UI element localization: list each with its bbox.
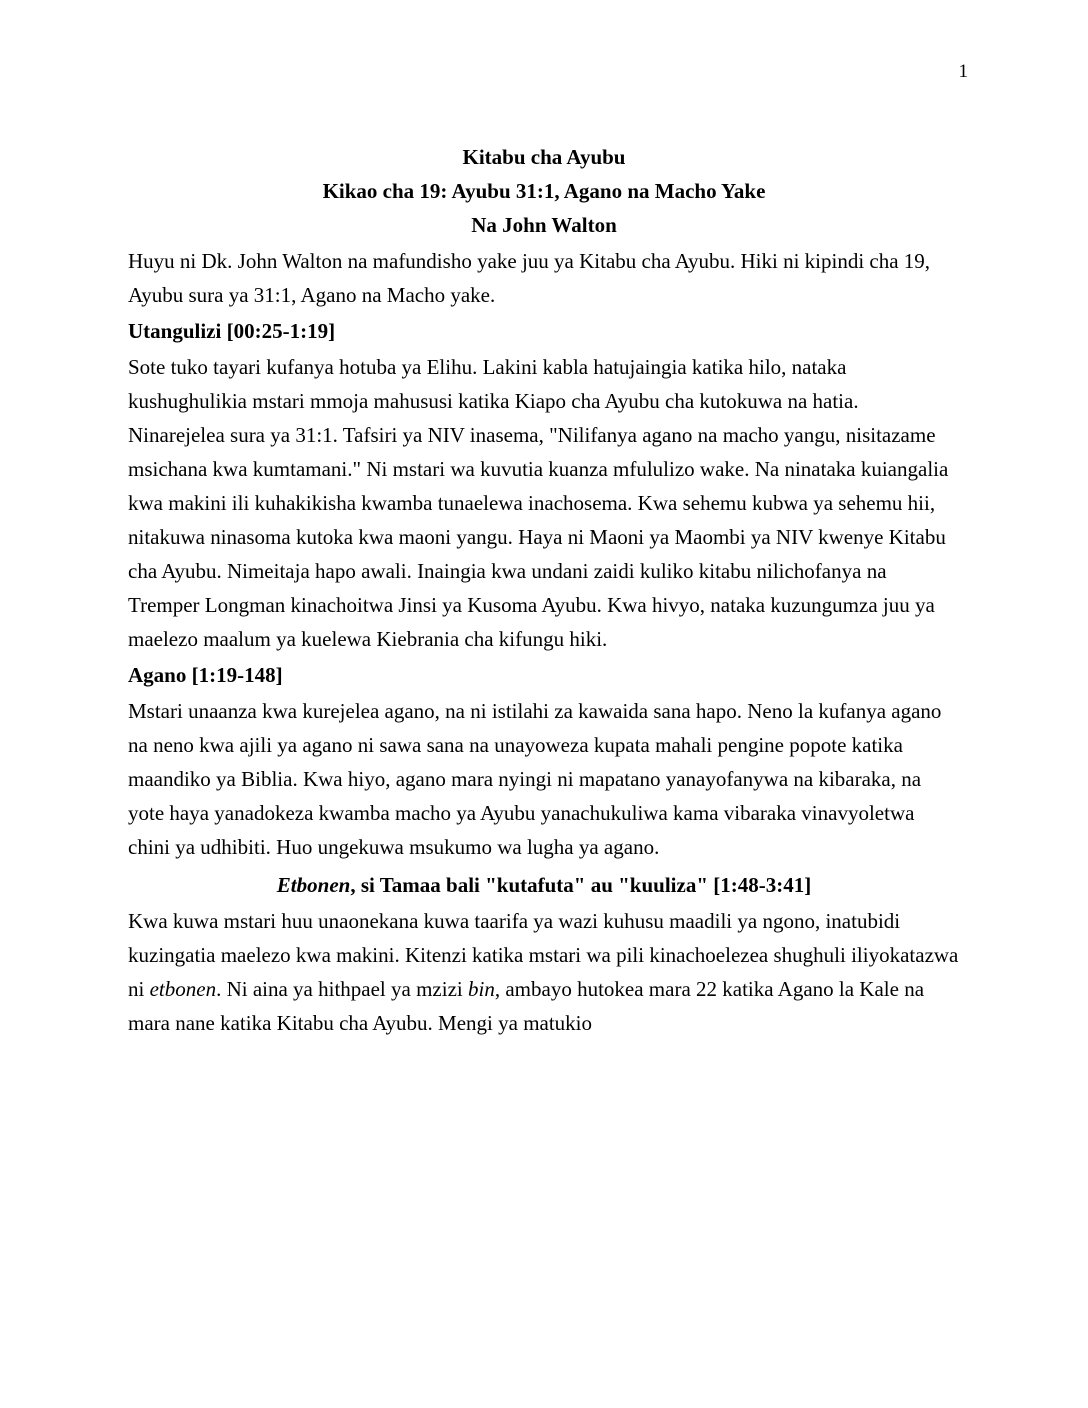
section-paragraph-etbonen — [128, 904, 960, 1040]
section-paragraph-agano: Mstari unaanza kwa kurejelea agano, na ni istilahi za kawaida sana hapo. Neno la kufanya agano na neno kwa ajili ya agano ni sawa sana na unayoweza kupata mahali pengine popote katika maandiko ya Biblia. Kwa hiyo, agano mara nyingi ni mapatano yanayofanywa na kibaraka, na yote haya yanadokeza kwamba macho ya Ayubu yanachukuliwa kama vibaraka vinavyoletwa chini ya udhibiti. Huo ungekuwa msukumo wa lugha ya agano. — [128, 699, 942, 860]
section-heading-etbonen — [128, 868, 960, 902]
document-title: Kitabu cha Ayubu — [462, 145, 626, 169]
section-heading-etbonen-rest: , si Tamaa bali "kutafuta" au "kuuliza" [1:48-3:41] — [350, 873, 812, 898]
document-subtitle: Kikao cha 19: Ayubu 31:1, Agano na Macho Yake — [322, 179, 766, 204]
etbonen-term-2: bin — [468, 977, 495, 1002]
section-heading-utangulizi: Utangulizi [00:25-1:19] — [128, 319, 336, 344]
document-title-block — [128, 140, 960, 242]
section-paragraph-utangulizi: Sote tuko tayari kufanya hotuba ya Elihu. Lakini kabla hatujaingia katika hilo, nataka kushughulikia mstari mmoja mahususi katika Kiapo cha Ayubu cha kutokuwa na hatia. Ninarejelea sura ya 31:1. Tafsiri ya NIV inasema, "Nilifanya agano na macho yangu, nisitazame msichana kwa kumtamani." Ni mstari wa kuvutia kuanza mfululizo wake. Na ninataka kuiangalia kwa makini ili kuhakikisha kwamba tunaelewa inachosema. Kwa sehemu kubwa ya sehemu hii, nitakuwa ninasoma kutoka kwa maoni yangu. Haya ni Maoni ya Maombi ya NIV kwenye Kitabu cha Ayubu. Nimeitaja hapo awali. Inaingia kwa undani zaidi kuliko kitabu nilichofanya na Tremper Longman kinachoitwa Jinsi ya Kusoma Ayubu. Kwa hivyo, nataka kuzungumza juu ya maelezo maalum ya kuelewa Kiebrania cha kifungu hiki. — [128, 355, 949, 652]
section-heading-agano: Agano [1:19-148] — [128, 663, 283, 688]
page-number: 1 — [958, 61, 968, 82]
etbonen-text-part3: , ambayo hutokea mara 22 katika Agano la Kale na mara nane katika Kitabu cha Ayubu. Mengi ya matukio — [128, 977, 925, 1036]
etbonen-text-part1: Kwa kuwa mstari huu unaonekana kuwa taarifa ya wazi kuhusu maadili ya ngono, inatubidi kuzingatia maelezo kwa makini. Kitenzi katika mstari wa pili kinachoelezea shughuli iliyokatazwa ni — [128, 909, 959, 1002]
section-heading-etbonen-term: Etbonen — [276, 873, 351, 898]
intro-paragraph: Huyu ni Dk. John Walton na mafundisho yake juu ya Kitabu cha Ayubu. Hiki ni kipindi cha 19, Ayubu sura ya 31:1, Agano na Macho yake. — [128, 249, 931, 308]
etbonen-text-part2: . Ni aina ya hithpael ya mzizi — [216, 977, 468, 1002]
document-author: Na John Walton — [471, 213, 617, 238]
document-content — [128, 140, 960, 1040]
etbonen-term-1: etbonen — [149, 977, 217, 1002]
